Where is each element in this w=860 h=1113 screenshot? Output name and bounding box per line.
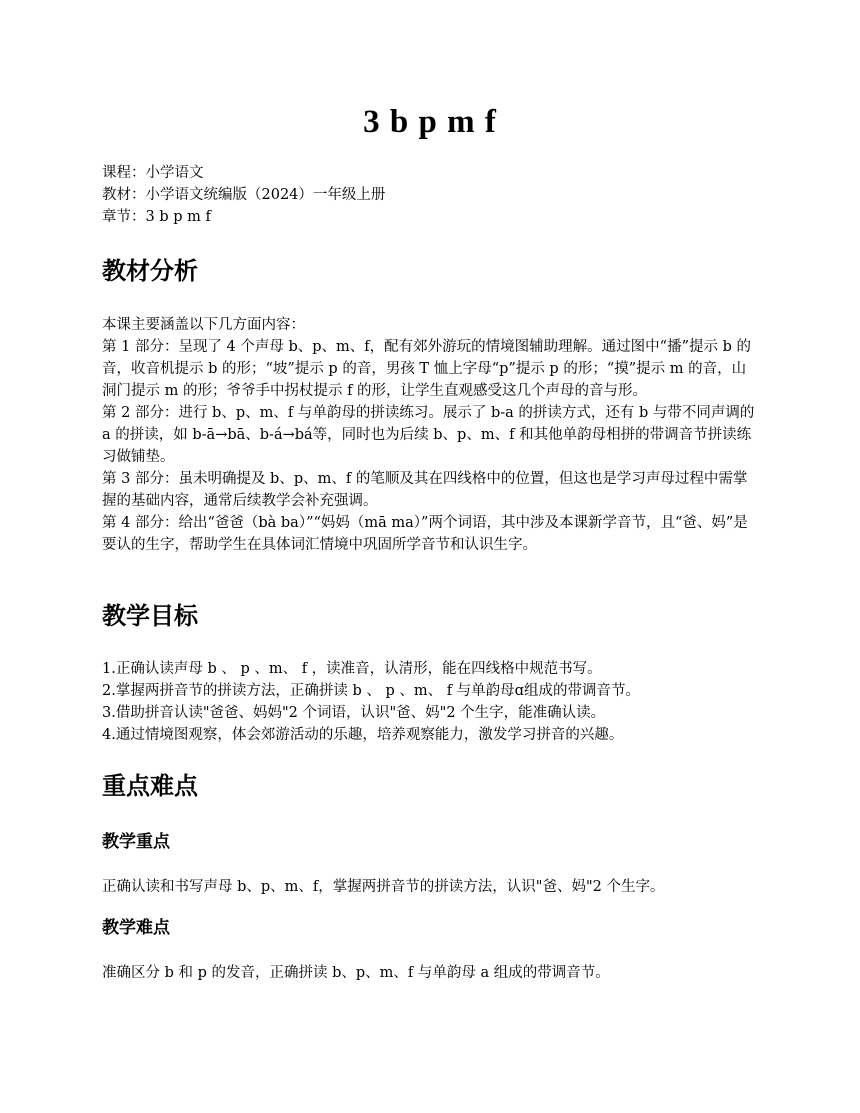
goal-item: 2.掌握两拼音节的拼读方法，正确拼读 b 、 p 、m、 f 与单韵母ɑ组成的带调音节。 bbox=[102, 683, 640, 699]
goals-list bbox=[102, 658, 756, 746]
analysis-paragraph: 本课主要涵盖以下几方面内容： bbox=[102, 317, 305, 333]
analysis-paragraph: 第 1 部分：呈现了 4 个声母 b、p、m、f，配有郊外游玩的情境图辅助理解。通过图中“播”提示 b 的音，收音机提示 b 的形；“坡”提示 p 的音，男孩 T 恤上字母“p”提示 p 的形；“摸”提示 m 的音，山洞门提示 m 的形；爷爷手中拐杖提示 f 的形，让学生直观感受这几个声母的音与形。 bbox=[102, 339, 751, 399]
goal-item: 3.借助拼音认读"爸爸、妈妈"2 个词语，认识"爸、妈"2 个生字，能准确认读。 bbox=[102, 705, 606, 721]
section-heading-analysis: 教材分析 bbox=[102, 257, 198, 285]
section-heading-goals: 教学目标 bbox=[102, 602, 198, 630]
course-meta bbox=[102, 162, 385, 228]
goal-item: 1.正确认读声母 b 、 p 、m、 f ，读准音，认清形，能在四线格中规范书写。 bbox=[102, 661, 602, 677]
subheading-difficulty: 教学难点 bbox=[102, 918, 170, 938]
chapter-line: 章节：3 b p m f bbox=[102, 209, 211, 225]
goal-item: 4.通过情境图观察，体会郊游活动的乐趣，培养观察能力，激发学习拼音的兴趣。 bbox=[102, 727, 624, 743]
subheading-focus: 教学重点 bbox=[102, 832, 170, 852]
section-heading-key-points: 重点难点 bbox=[102, 772, 198, 800]
focus-text: 正确认读和书写声母 b、p、m、f，掌握两拼音节的拼读方法，认识"爸、妈"2 个生字。 bbox=[102, 879, 665, 895]
difficulty-text: 准确区分 b 和 p 的发音，正确拼读 b、p、m、f 与单韵母 a 组成的带调音节。 bbox=[102, 965, 610, 981]
analysis-paragraph: 第 3 部分：虽未明确提及 b、p、m、f 的笔顺及其在四线格中的位置，但这也是学习声母过程中需掌握的基础内容，通常后续教学会补充强调。 bbox=[102, 471, 748, 509]
document-title: 3 b p m f bbox=[363, 104, 497, 140]
analysis-paragraph: 第 2 部分：进行 b、p、m、f 与单韵母的拼读练习。展示了 b-a 的拼读方式，还有 b 与带不同声调的 a 的拼读，如 b-ā→bā、b-á→bá等，同时也为后续 b、p、m、f 和其他单韵母相拼的带调音节拼读练习做铺垫。 bbox=[102, 405, 755, 465]
textbook-line: 教材：小学语文统编版（2024）一年级上册 bbox=[102, 187, 386, 203]
course-line: 课程：小学语文 bbox=[102, 165, 204, 181]
analysis-paragraph: 第 4 部分：给出“爸爸（bà ba）”“妈妈（mā ma）”两个词语，其中涉及本课新学音节，且“爸、妈”是要认的生字，帮助学生在具体词汇情境中巩固所学音节和认识生字。 bbox=[102, 515, 748, 553]
analysis-body bbox=[102, 314, 756, 556]
